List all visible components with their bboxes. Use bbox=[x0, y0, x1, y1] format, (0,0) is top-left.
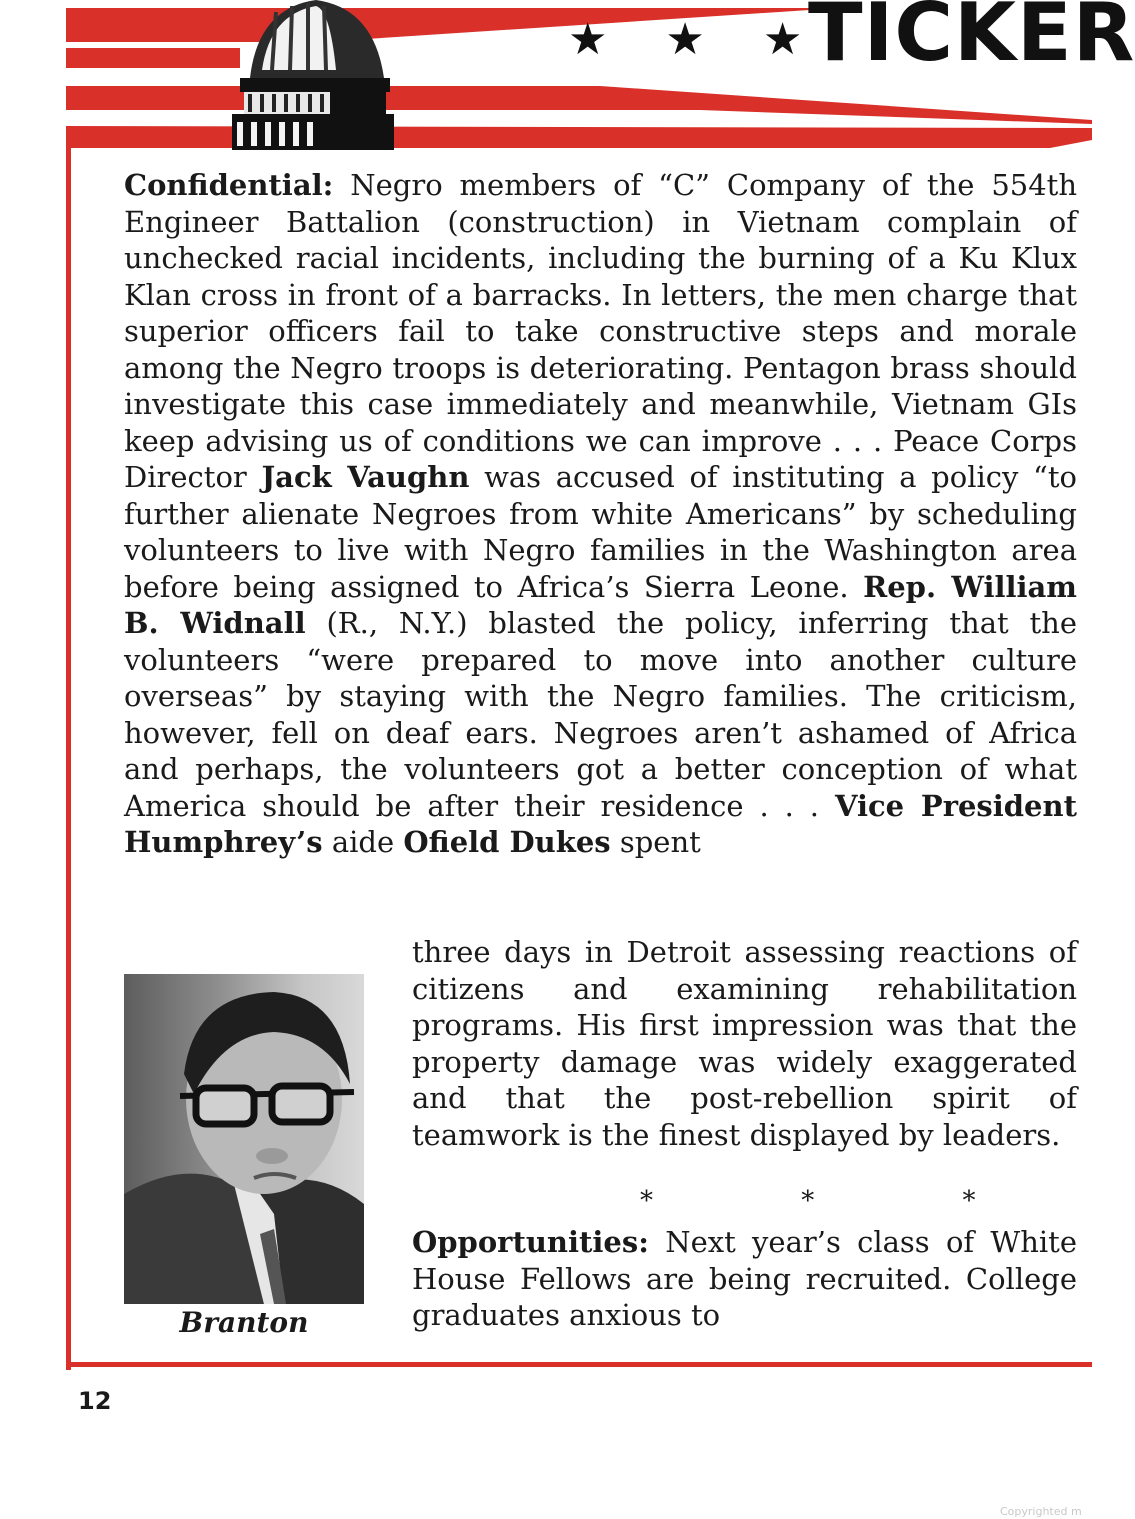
portrait-photo-icon bbox=[124, 974, 364, 1304]
bold-run: Rep. William B. Widnall bbox=[124, 569, 1077, 640]
page-header bbox=[0, 0, 1135, 150]
text-run: aide bbox=[322, 825, 404, 859]
frame-bottom-rule bbox=[66, 1362, 1092, 1367]
frame-left-rule bbox=[66, 148, 71, 1370]
bold-run: Jack Vaughn bbox=[261, 460, 470, 494]
article-paragraph-1 bbox=[124, 167, 1077, 861]
text-run: (R., N.Y.) blasted the policy, inferring that the volunteers “were prepared to move into another culture overseas” by staying with the Negro families. The criticism, however, fell on deaf ears. Negroes aren’t ashamed of Africa and perhaps, the volunteers got a better conception of what America should be after their residence . . . bbox=[124, 606, 1077, 823]
copyright-notice: Copyrighted m bbox=[1000, 1505, 1082, 1518]
banner-stripe-2 bbox=[66, 48, 240, 68]
article-paragraph-3 bbox=[412, 1224, 1077, 1334]
portrait-photo bbox=[124, 974, 364, 1304]
text-run: Negro members of “C” Company of the 554th Engineer Battalion (construction) in Vietnam complain of unchecked racial incidents, including the burning of a Ku Klux Klan cross in front of a barracks. In letters, the men charge that superior officers fail to take constructive steps and morale among the Negro troops is deteriorating. Pentagon brass should investigate this case immediately and meanwhile, Vietnam GIs keep advising us of conditions we can improve . . . Peace Corps Director bbox=[124, 168, 1077, 494]
text-run: Next year’s class of White House Fellows are being recruited. College graduates anxious to bbox=[412, 1225, 1077, 1332]
text-run: spent bbox=[610, 825, 701, 859]
header-stars: ★ ★ ★ bbox=[568, 14, 825, 65]
section-title: TICKER bbox=[808, 0, 1135, 79]
page-number: 12 bbox=[78, 1387, 112, 1415]
banner-stripe-4 bbox=[66, 126, 1092, 148]
photo-caption: Branton bbox=[179, 1306, 309, 1339]
bold-run: Opportunities: bbox=[412, 1225, 649, 1259]
banner-stripe-3 bbox=[66, 86, 1092, 124]
bold-run: Vice President Humphrey’s bbox=[124, 788, 1077, 859]
bold-run: Ofield Dukes bbox=[403, 825, 611, 859]
section-separator: * * * bbox=[640, 1186, 1046, 1216]
article-paragraph-2: three days in Detroit assessing reactions of citizens and examining rehabilitation programs. His first impression was that the property damage was widely exaggerated and that the post-rebellion spirit of teamwork is the finest displayed by leaders. bbox=[412, 935, 1077, 1152]
bold-run: Confidential: bbox=[124, 168, 334, 202]
text-run: was accused of instituting a policy “to further alienate Negroes from white Americans” by scheduling volunteers to live with Negro families in the Washington area before being assigned to Africa’s Sierra Leone. bbox=[124, 460, 1077, 604]
